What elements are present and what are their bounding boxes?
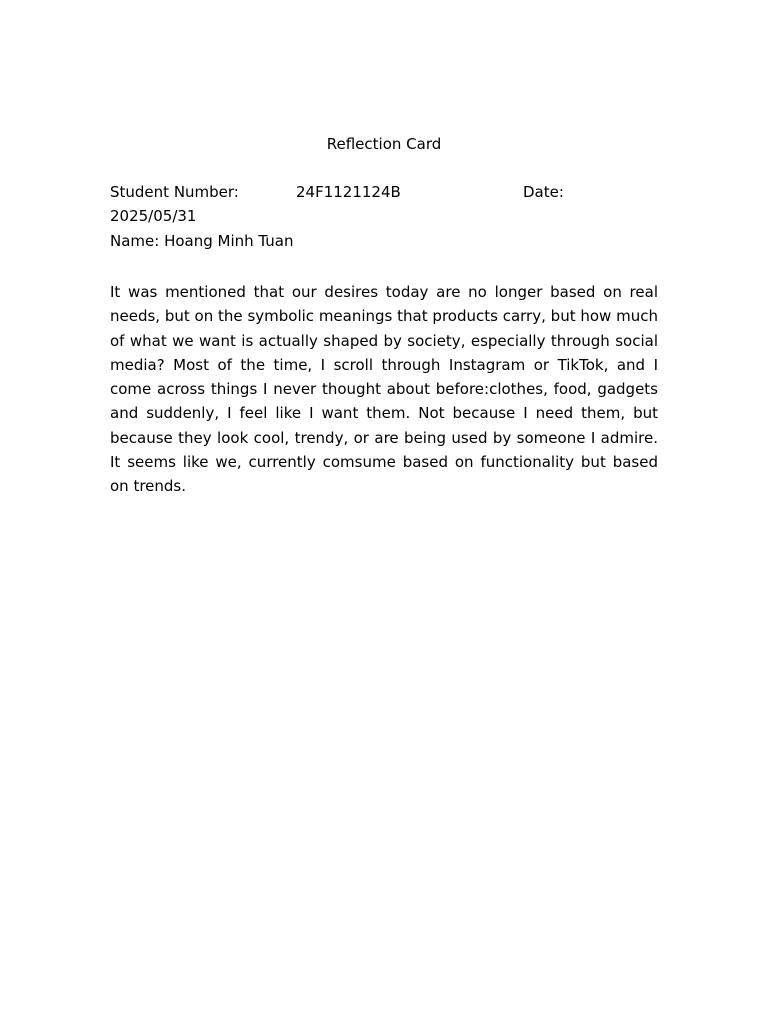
date-label: Date:	[523, 183, 564, 201]
document-title: Reflection Card	[326, 135, 442, 153]
student-number-value: 24F1121124B	[296, 183, 401, 201]
date-value: 2025/05/31	[110, 207, 197, 225]
reflection-paragraph: It was mentioned that our desires today are no longer based on real needs, but on the symbolic meanings that products carry, but how much of what we want is actually shaped by society, especially through social media? Most of the time, I scroll through Instagram or TikTok, and I come across things I never thought about before:clothes, food, gadgets and suddenly, I feel like I want them. Not because I need them, but because they look cool, trendy, or are being used by someone I admire. It seems like we, currently comsume based on functionality but based on trends.	[110, 283, 658, 496]
student-name: Name: Hoang Minh Tuan	[110, 232, 294, 250]
student-number-label: Student Number:	[110, 183, 239, 201]
